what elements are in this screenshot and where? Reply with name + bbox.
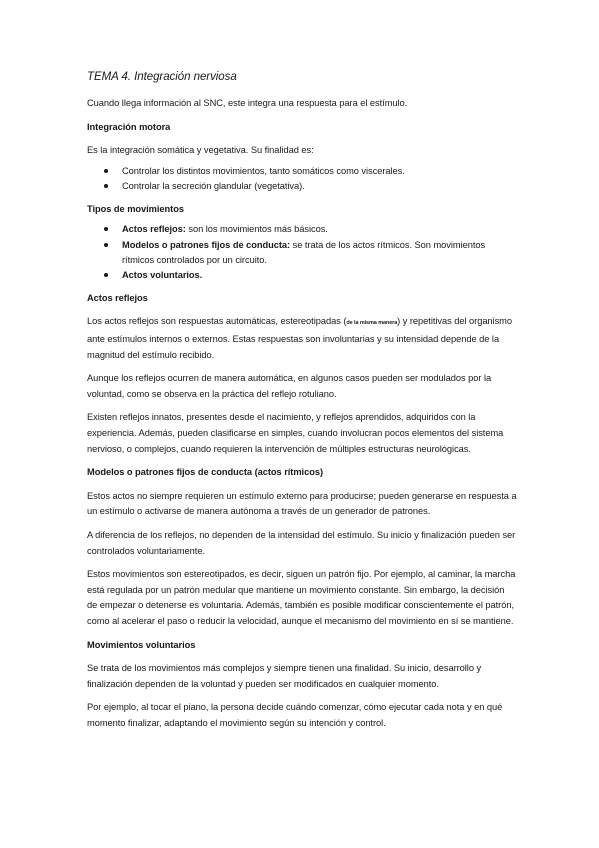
section-heading-voluntarios: Movimientos voluntarios — [87, 639, 196, 650]
modelos-paragraph: A diferencia de los reflejos, no dependen de la intensidad del estímulo. Su inicio y finalización pueden ser controlados voluntariamente. — [87, 529, 516, 556]
bullet-icon — [104, 184, 108, 188]
list-item-term: Actos voluntarios. — [122, 270, 203, 281]
modelos-paragraph: Estos actos no siempre requieren un estímulo externo para producirse; pueden generarse en respuesta a un estímulo o activarse de manera autónoma a través de un generador de patrones. — [87, 490, 517, 517]
small-annotation: de la misma manera — [346, 320, 398, 327]
bullet-icon — [104, 227, 108, 231]
document-title: TEMA 4. Integración nerviosa — [87, 71, 237, 83]
bullet-icon — [104, 273, 108, 277]
tipos-list — [87, 222, 517, 284]
list-item-text: Controlar los distintos movimientos, tanto somáticos como viscerales. — [122, 165, 405, 176]
document-body — [87, 69, 517, 739]
list-item — [87, 179, 517, 194]
bullet-icon — [104, 169, 108, 173]
list-item-text: son los movimientos más básicos. — [185, 224, 328, 235]
voluntarios-paragraph: Se trata de los movimientos más complejos y siempre tienen una finalidad. Su inicio, desarrollo y finalización dependen de la voluntad y pueden ser modificados en cualquier momento. — [87, 663, 482, 689]
section-heading-tipos: Tipos de movimientos — [87, 203, 184, 214]
text-span: ) y repetitivas del organismo ante estímulos internos o externos. Estas respuestas son involuntarias y su intensidad depende de la magnitud del estímulo recibido. — [87, 316, 512, 360]
list-item — [87, 222, 517, 237]
voluntarios-paragraph: Por ejemplo, al tocar el piano, la persona decide cuándo comenzar, cómo ejecutar cada nota y en qué momento finalizar, adaptando el movimiento según su intención y control. — [87, 702, 503, 728]
text-span: Los actos reflejos son respuestas automáticas, estereotipadas ( — [87, 316, 347, 327]
list-item — [87, 238, 517, 269]
section-heading-modelos: Modelos o patrones fijos de conducta (actos rítmicos) — [87, 467, 324, 478]
integracion-motora-list — [87, 164, 517, 195]
actos-reflejos-paragraph — [87, 314, 517, 363]
list-item-term: Modelos o patrones fijos de conducta: — [122, 239, 291, 250]
list-item — [87, 268, 517, 283]
list-item-text: se trata de los actos rítmicos. Son movimientos rítmicos controlados por un circuito. — [122, 239, 486, 265]
integracion-motora-text: Es la integración somática y vegetativa. Su finalidad es: — [87, 145, 314, 156]
bullet-icon — [104, 243, 108, 247]
list-item — [87, 164, 517, 179]
actos-reflejos-paragraph: Existen reflejos innatos, presentes desde el nacimiento, y reflejos aprendidos, adquiridos con la experiencia. Además, pueden clasificarse en simples, cuando involucran pocos elementos del sistema nervioso, o complejos, cuando requieren la intervención de múltiples estructuras neurológicas. — [87, 412, 504, 454]
actos-reflejos-paragraph: Aunque los reflejos ocurren de manera automática, en algunos casos pueden ser modulados por la voluntad, como se observa en la práctica del reflejo rotuliano. — [87, 373, 492, 399]
section-heading-integracion-motora: Integración motora — [87, 121, 171, 132]
modelos-paragraph: Estos movimientos son estereotipados, es decir, siguen un patrón fijo. Por ejemplo, al caminar, la marcha está regulada por un patrón medular que mantiene un movimiento constante. Sin embargo, la decisión de empezar o detenerse es voluntaria. Además, también es posible modificar conscientemente el patrón, como al acelerar el paso o reducir la velocidad, aunque el mecanismo del movimiento en sí se mantiene. — [87, 569, 516, 626]
intro-paragraph: Cuando llega información al SNC, este integra una respuesta para el estímulo. — [87, 98, 408, 108]
list-item-text: Controlar la secreción glandular (vegetativa). — [122, 181, 305, 192]
section-heading-actos-reflejos: Actos reflejos — [87, 292, 148, 303]
list-item-term: Actos reflejos: — [122, 224, 186, 235]
